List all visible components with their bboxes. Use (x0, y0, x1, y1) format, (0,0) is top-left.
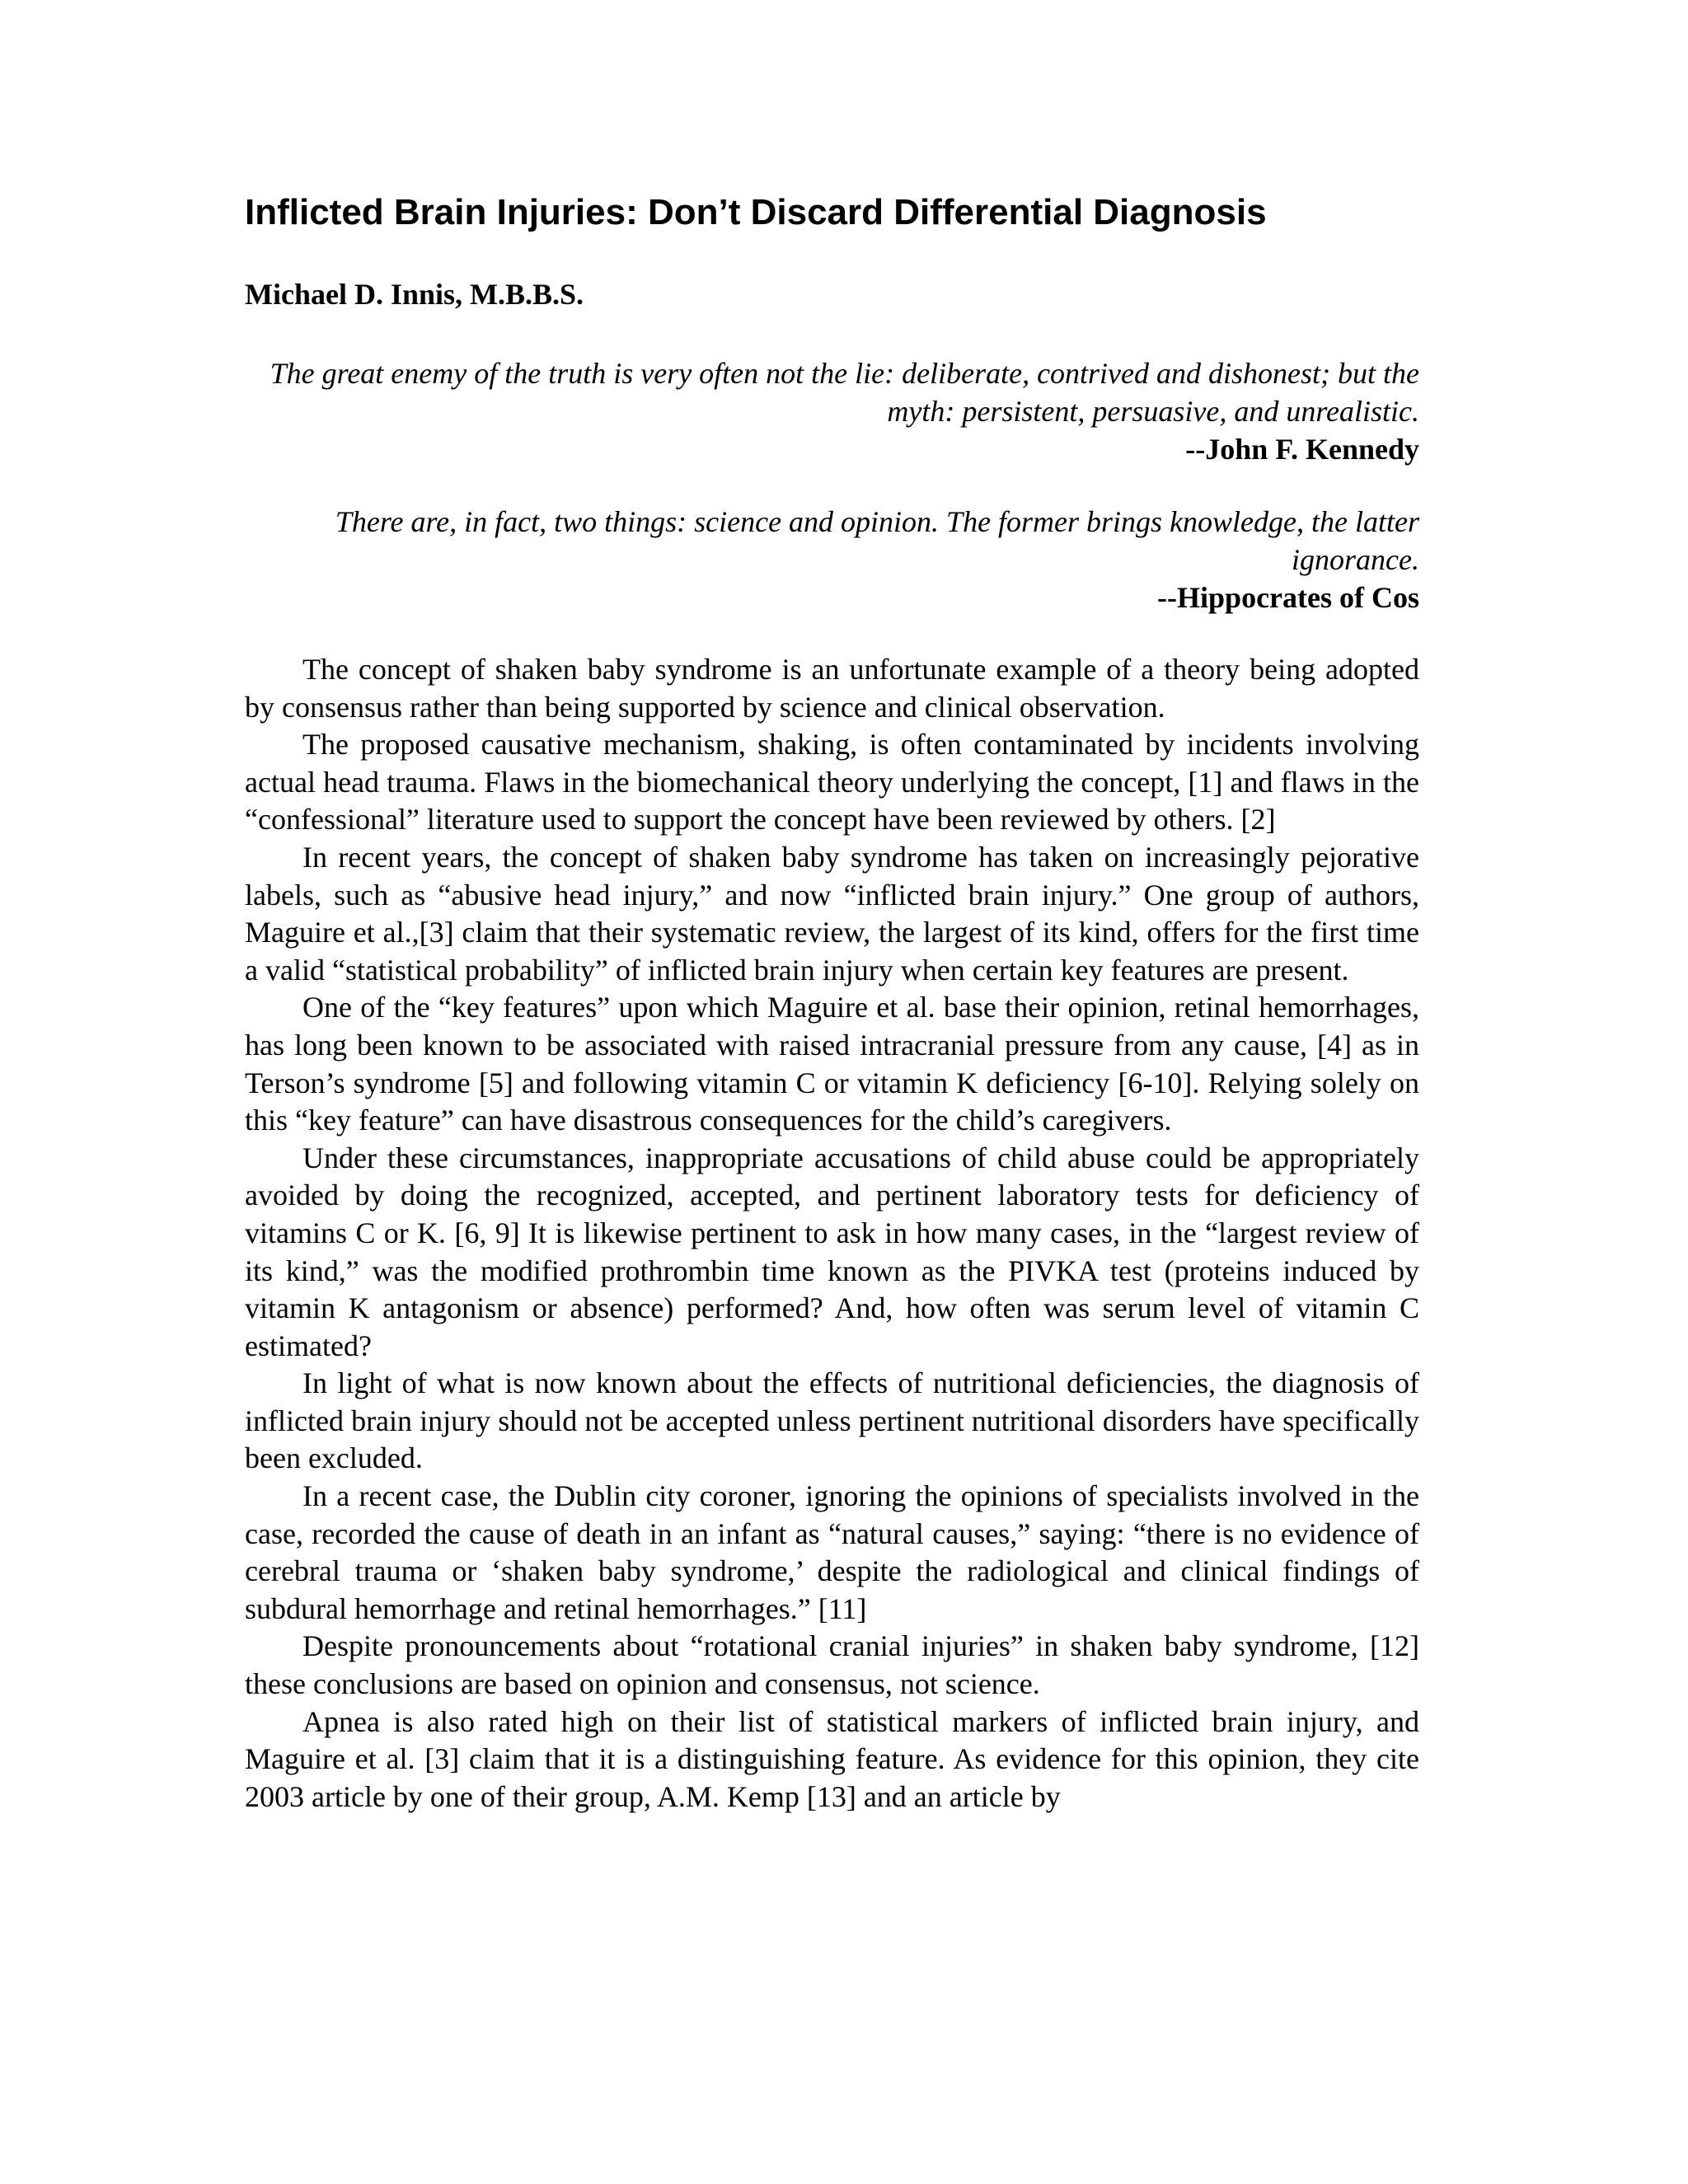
body-paragraph: In light of what is now known about the effects of nutritional deficiencies, the diagnosis of inflicted brain injury should not be accepted unless pertinent nutritional disorders have specifically been excluded. (245, 1366, 1419, 1475)
epigraph-attribution: --Hippocrates of Cos (1157, 581, 1419, 614)
body-paragraph: The concept of shaken baby syndrome is an unfortunate example of a theory being adopted by consensus rather than being supported by science and clinical observation. (245, 653, 1419, 724)
body-paragraph: The proposed causative mechanism, shaking, is often contaminated by incidents involving actual head trauma. Flaws in the biomechanical theory underlying the concept, [1] and flaws in the “confessional” literature used to support the concept have been reviewed by others. [2] (245, 728, 1419, 837)
body-paragraph: Despite pronouncements about “rotational cranial injuries” in shaken baby syndrome, [12] these conclusions are based on opinion and consensus, not science. (245, 1629, 1419, 1701)
article-title: Inflicted Brain Injuries: Don’t Discard Differential Diagnosis (245, 192, 1267, 232)
body-paragraph: In a recent case, the Dublin city coroner, ignoring the opinions of specialists involved in the case, recorded the cause of death in an infant as “natural causes,” saying: “there is no evidence of cerebral trauma or ‘shaken baby syndrome,’ despite the radiological and clinical findings of subdural hemorrhage and retinal hemorrhages.” [11] (245, 1479, 1419, 1625)
epigraph-attribution: --John F. Kennedy (1185, 433, 1419, 466)
epigraph-quote: There are, in fact, two things: science and opinion. The former brings knowledge, the latter ignorance. (335, 505, 1419, 576)
body-paragraph: Apnea is also rated high on their list of statistical markers of inflicted brain injury, and Maguire et al. [3] claim that it is a distinguishing feature. As evidence for this opinion, they cite 2003 article by one of their group, A.M. Kemp [13] and an article by (245, 1704, 1419, 1813)
article-body (245, 651, 1419, 1816)
article-author: Michael D. Innis, M.B.B.S. (245, 278, 584, 311)
body-paragraph: Under these circumstances, inappropriate accusations of child abuse could be appropriately avoided by doing the recognized, accepted, and pertinent laboratory tests for deficiency of vitamins C or K. [6, 9] It is likewise pertinent to ask in how many cases, in the “largest review of its kind,” was the modified prothrombin time known as the PIVKA test (proteins induced by vitamin K antagonism or absence) performed? And, how often was serum level of vitamin C estimated? (245, 1141, 1419, 1362)
body-paragraph: In recent years, the concept of shaken baby syndrome has taken on increasingly pejorative labels, such as “abusive head injury,” and now “inflicted brain injury.” One group of authors, Maguire et al.,[3] claim that their systematic review, the largest of its kind, offers for the first time a valid “statistical probability” of inflicted brain injury when certain key features are present. (245, 840, 1419, 987)
epigraph-hippocrates (245, 503, 1419, 616)
epigraph-quote: The great enemy of the truth is very often not the lie: deliberate, contrived and dishonest; but the myth: persistent, persuasive, and unrealistic. (270, 357, 1419, 428)
epigraph-kennedy (245, 354, 1419, 468)
body-paragraph: One of the “key features” upon which Maguire et al. base their opinion, retinal hemorrhages, has long been known to be associated with raised intracranial pressure from any cause, [4] as in Terson’s syndrome [5] and following vitamin C or vitamin K deficiency [6-10]. Relying solely on this “key feature” can have disastrous consequences for the child’s caregivers. (245, 991, 1419, 1137)
